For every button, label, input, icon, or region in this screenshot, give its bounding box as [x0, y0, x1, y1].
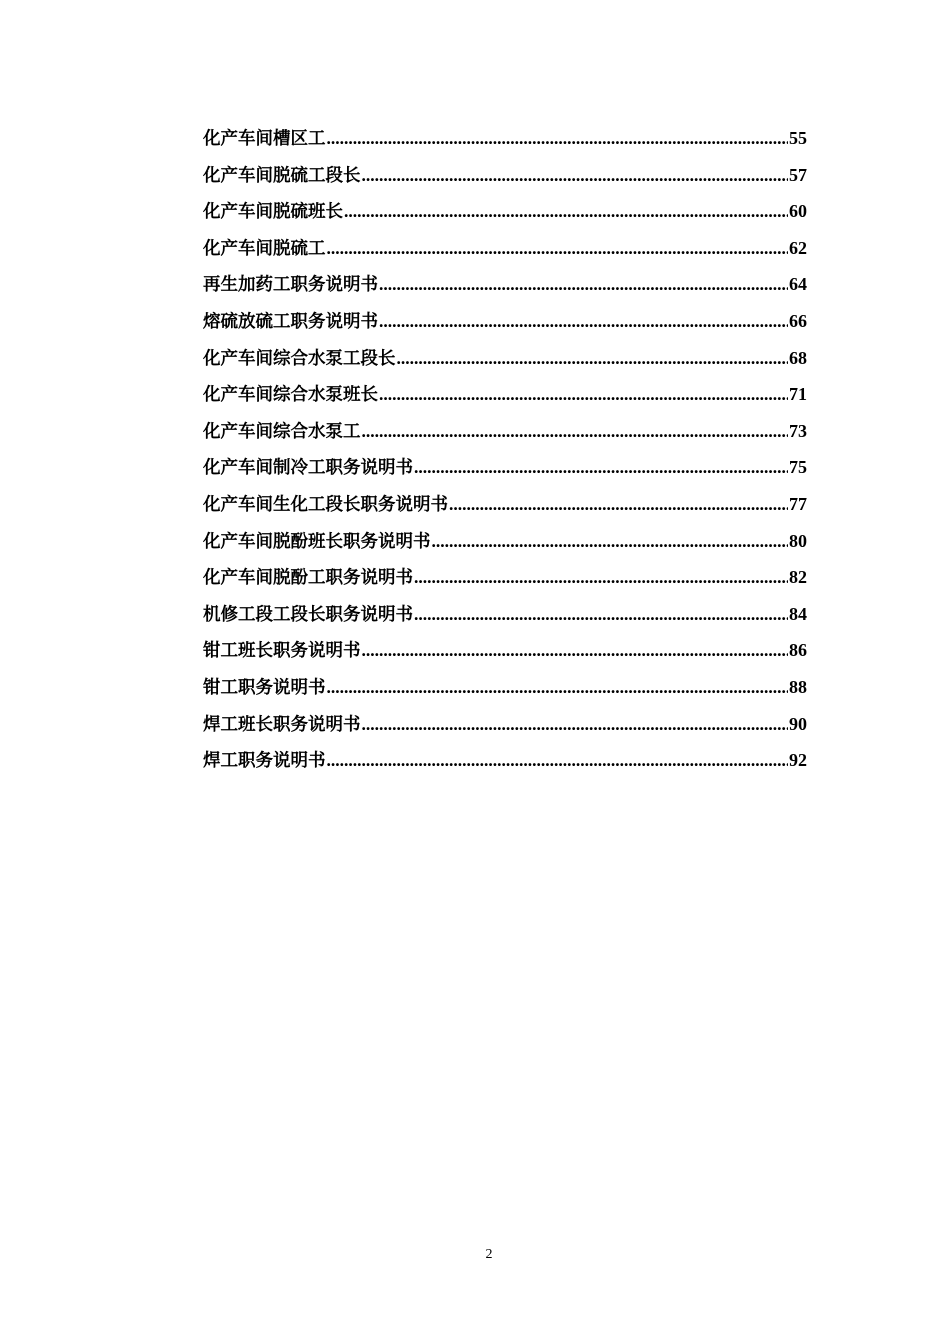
toc-entry-page[interactable]: 82 — [789, 567, 807, 588]
toc-entry-title[interactable]: 化产车间综合水泵班长 — [203, 385, 378, 406]
toc-entry-title[interactable]: 化产车间槽区工 — [203, 129, 326, 149]
toc-entry[interactable] — [203, 157, 807, 194]
toc-entry-page[interactable]: 75 — [789, 457, 807, 478]
toc-entry-title[interactable]: 化产车间脱硫工段长 — [203, 165, 361, 186]
toc-entry-title[interactable]: 化产车间脱酚班长职务说明书 — [203, 531, 431, 552]
toc-entry-page[interactable]: 62 — [789, 237, 807, 258]
toc-entry[interactable] — [203, 486, 807, 523]
toc-dot-leader — [432, 523, 789, 560]
toc-entry[interactable] — [203, 230, 807, 267]
toc-dot-leader — [327, 230, 789, 267]
toc-entry[interactable] — [203, 706, 807, 743]
toc-dot-leader — [449, 486, 788, 523]
toc-dot-leader — [414, 449, 788, 486]
toc-dot-leader — [414, 559, 788, 596]
toc-entry-page[interactable]: 88 — [789, 676, 807, 697]
toc-entry-title[interactable]: 钳工职务说明书 — [203, 677, 326, 698]
toc-entry-page[interactable]: 80 — [789, 530, 807, 551]
toc-entry[interactable] — [203, 120, 807, 157]
toc-dot-leader — [362, 157, 789, 194]
toc-entry[interactable] — [203, 669, 807, 706]
toc-entry-title[interactable]: 熔硫放硫工职务说明书 — [203, 311, 378, 332]
toc-entry[interactable] — [203, 523, 807, 560]
toc-dot-leader — [327, 742, 789, 779]
toc-entry-page[interactable]: 66 — [789, 310, 807, 331]
toc-entry-title[interactable]: 焊工班长职务说明书 — [203, 714, 361, 735]
toc-dot-leader — [362, 632, 789, 669]
toc-entry[interactable] — [203, 376, 807, 413]
toc-entry-page[interactable]: 60 — [789, 201, 807, 222]
toc-entry-title[interactable]: 化产车间脱硫班长 — [203, 202, 343, 223]
toc-entry-title[interactable]: 化产车间生化工段长职务说明书 — [203, 494, 448, 515]
toc-entry[interactable] — [203, 632, 807, 669]
toc-entry-title[interactable]: 化产车间脱硫工 — [203, 238, 326, 259]
toc-entry[interactable] — [203, 193, 807, 230]
toc-entry-title[interactable]: 钳工班长职务说明书 — [203, 641, 361, 662]
toc-dot-leader — [362, 706, 789, 743]
toc-dot-leader — [379, 266, 788, 303]
toc-dot-leader — [379, 303, 788, 340]
toc-entry-page[interactable]: 71 — [789, 384, 807, 405]
toc-entry[interactable] — [203, 596, 807, 633]
toc-dot-leader — [379, 376, 788, 413]
toc-dot-leader — [414, 596, 788, 633]
toc-entry-page[interactable]: 90 — [789, 713, 807, 734]
toc-entry-title[interactable]: 化产车间脱酚工职务说明书 — [203, 568, 413, 589]
toc-entry-page[interactable]: 55 — [789, 128, 807, 148]
toc-dot-leader — [344, 193, 788, 230]
toc-entry-page[interactable]: 73 — [789, 420, 807, 441]
toc-dot-leader — [327, 120, 789, 157]
toc-entry-page[interactable]: 84 — [789, 603, 807, 624]
toc-entry-page[interactable]: 92 — [789, 750, 807, 771]
toc-entry-title[interactable]: 机修工段工段长职务说明书 — [203, 604, 413, 625]
toc-entry[interactable] — [203, 413, 807, 450]
toc-entry-title[interactable]: 再生加药工职务说明书 — [203, 275, 378, 296]
toc-entry-page[interactable]: 86 — [789, 640, 807, 661]
toc-entry[interactable] — [203, 340, 807, 377]
toc-dot-leader — [327, 669, 789, 706]
toc-entry-page[interactable]: 57 — [789, 164, 807, 185]
toc-entry[interactable] — [203, 266, 807, 303]
toc-entry-page[interactable]: 64 — [789, 274, 807, 295]
toc-entry[interactable] — [203, 449, 807, 486]
toc-entry[interactable] — [203, 559, 807, 596]
toc-dot-leader — [362, 413, 789, 450]
page-number: 2 — [485, 1247, 493, 1262]
toc-entry[interactable] — [203, 742, 807, 779]
toc-dot-leader — [397, 340, 789, 377]
toc-entry-title[interactable]: 化产车间综合水泵工 — [203, 421, 361, 442]
table-of-contents — [203, 120, 807, 779]
toc-entry-title[interactable]: 焊工职务说明书 — [203, 751, 326, 772]
toc-entry-title[interactable]: 化产车间制冷工职务说明书 — [203, 458, 413, 479]
toc-entry-page[interactable]: 77 — [789, 493, 807, 514]
toc-entry-title[interactable]: 化产车间综合水泵工段长 — [203, 348, 396, 369]
toc-entry-page[interactable]: 68 — [789, 347, 807, 368]
toc-entry[interactable] — [203, 303, 807, 340]
